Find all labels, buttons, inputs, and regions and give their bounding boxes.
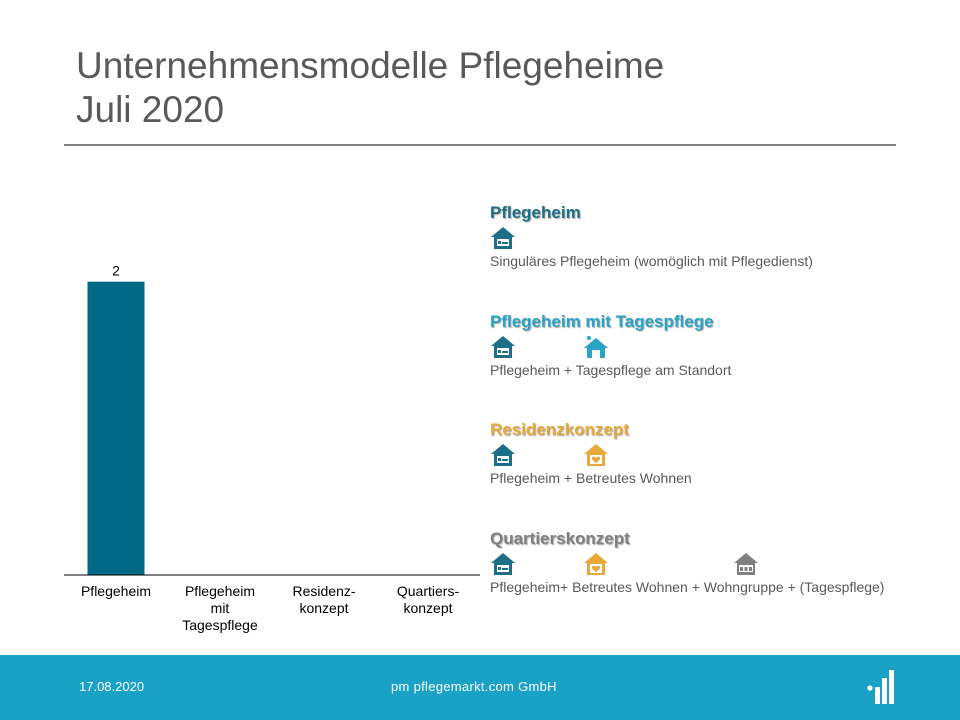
data-label-0: 2: [112, 262, 120, 279]
legend-description: Singuläres Pflegeheim (womöglich mit Pflegedienst): [490, 253, 813, 269]
bar-0: [88, 282, 145, 575]
legend-icons: [490, 441, 930, 469]
slide-title: [76, 44, 896, 132]
chart-bars: [88, 282, 145, 575]
nursing-home-icon: [490, 335, 516, 359]
legend-icons: [490, 550, 930, 578]
title-divider: [64, 144, 896, 146]
company-logo-icon: [866, 669, 896, 705]
legend-description: Pflegeheim+ Betreutes Wohnen + Wohngruppe + (Tagespflege): [490, 579, 885, 595]
x-tick-label-0: Pflegeheim: [80, 583, 152, 599]
legend-title: Residenzkonzept: [490, 420, 629, 439]
footer-date: 17.08.2020: [79, 679, 145, 694]
legend-item-pflegeheim-mit-tagespflege: [490, 312, 930, 380]
legend-title: Quartierskonzept: [490, 529, 630, 548]
x-tick-label-3: Quartiers-konzept: [396, 583, 460, 616]
legend-description: Pflegeheim + Tagespflege am Standort: [490, 362, 732, 378]
residential-group-icon: [733, 552, 759, 576]
assisted-living-icon: [583, 552, 609, 576]
slide-title-line2: Juli 2020: [76, 89, 225, 130]
footer-company: pm pflegemarkt.com GmbH: [391, 679, 557, 694]
legend-title: Pflegeheim: [490, 203, 581, 222]
assisted-living-icon: [583, 443, 609, 467]
footer-bar: [0, 655, 960, 720]
legend-item-quartierskonzept: [490, 529, 930, 597]
legend-description: Pflegeheim + Betreutes Wohnen: [490, 470, 692, 486]
legend-icons: [490, 333, 930, 361]
nursing-home-icon: [490, 226, 516, 250]
day-care-icon: [583, 335, 609, 359]
x-tick-label-2: Residenz-konzept: [292, 583, 356, 616]
nursing-home-icon: [490, 443, 516, 467]
nursing-home-icon: [490, 552, 516, 576]
slide-title-line1: Unternehmensmodelle Pflegeheime: [76, 45, 665, 86]
legend-item-pflegeheim: [490, 203, 930, 271]
legend-icons: [490, 224, 930, 252]
chart-labels: [81, 263, 459, 633]
x-tick-label-1: Pflegeheim mit Tagespflege: [182, 583, 258, 633]
legend-item-residenzkonzept: [490, 420, 930, 488]
legend-title: Pflegeheim mit Tagespflege: [490, 312, 714, 331]
